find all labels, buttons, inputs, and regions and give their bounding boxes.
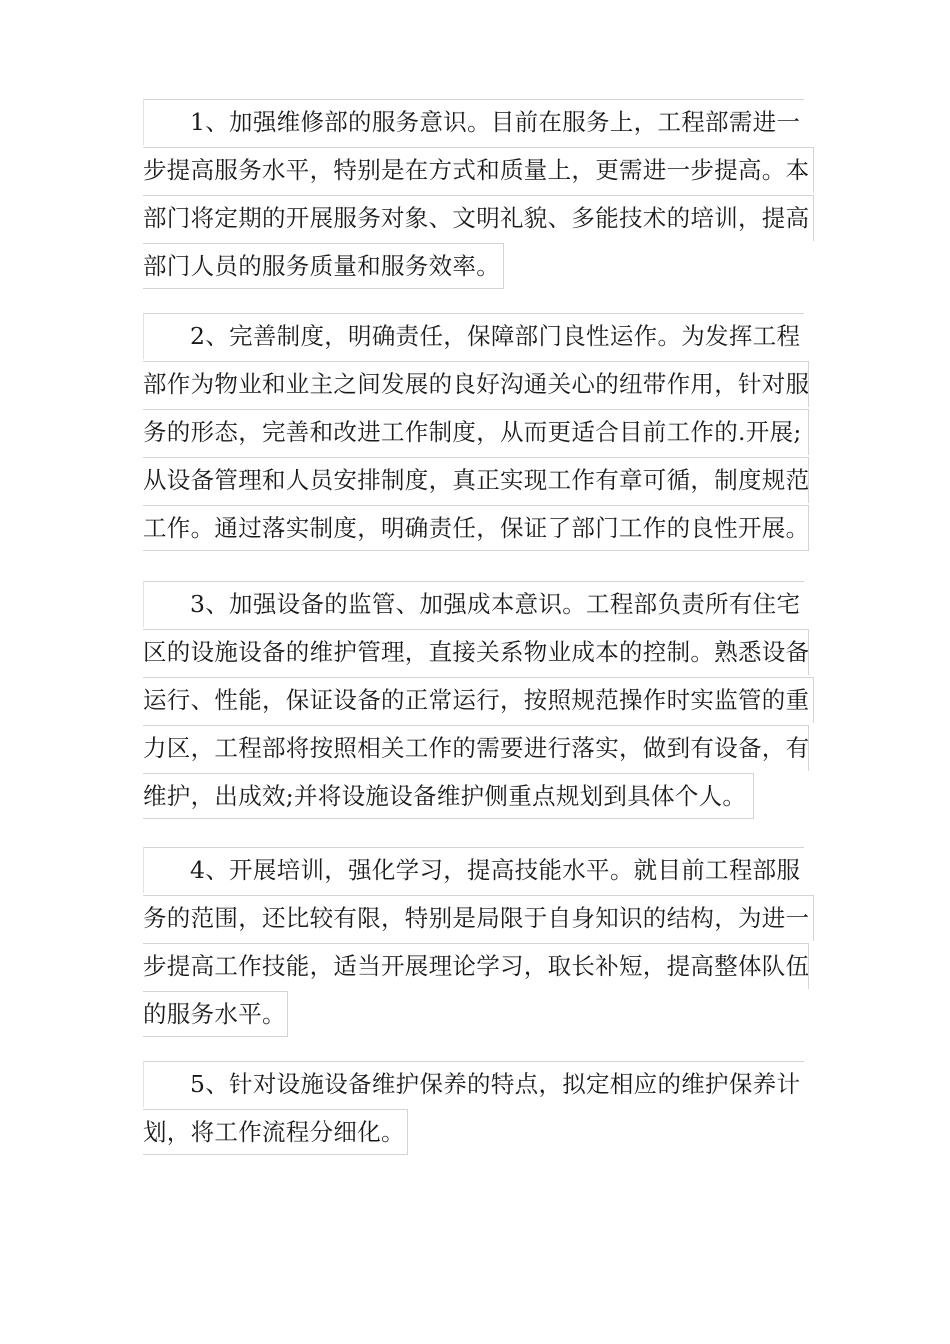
paragraph-line: 步提高服务水平，特别是在方式和质量上，更需进一步提高。本 — [143, 147, 814, 193]
paragraph-line: 部门人员的服务质量和服务效率。 — [143, 243, 504, 289]
paragraph-line: 4、开展培训，强化学习，提高技能水平。就目前工程部服 — [143, 847, 804, 893]
paragraph-line: 部作为物业和业主之间发展的良好沟通关心的纽带作用，针对服 — [143, 361, 809, 407]
paragraph-line: 运行、性能，保证设备的正常运行，按照规范操作时实监管的重 — [143, 677, 814, 723]
paragraph-line: 务的形态，完善和改进工作制度，从而更适合目前工作的.开展; — [143, 409, 809, 455]
paragraph-line: 维护，出成效;并将设施设备维护侧重点规划到具体个人。 — [143, 773, 754, 819]
paragraph-line: 从设备管理和人员安排制度，真正实现工作有章可循，制度规范 — [143, 457, 809, 503]
paragraph-line: 1、加强维修部的服务意识。目前在服务上，工程部需进一 — [143, 99, 804, 145]
paragraph-line: 工作。通过落实制度，明确责任，保证了部门工作的良性开展。 — [143, 505, 809, 551]
paragraph-line: 力区，工程部将按照相关工作的需要进行落实，做到有设备，有 — [143, 725, 809, 771]
paragraph-line: 步提高工作技能，适当开展理论学习，取长补短，提高整体队伍 — [143, 943, 809, 989]
paragraph-line: 的服务水平。 — [143, 991, 288, 1037]
paragraph-line: 部门将定期的开展服务对象、文明礼貌、多能技术的培训，提高 — [143, 195, 814, 241]
paragraph-line: 5、针对设施设备维护保养的特点，拟定相应的维护保养计 — [143, 1061, 804, 1107]
paragraph-line: 2、完善制度，明确责任，保障部门良性运作。为发挥工程 — [143, 313, 804, 359]
paragraph-line: 划，将工作流程分细化。 — [143, 1109, 408, 1155]
paragraph-line: 区的设施设备的维护管理，直接关系物业成本的控制。熟悉设备 — [143, 629, 809, 675]
paragraph-line: 务的范围，还比较有限，特别是局限于自身知识的结构，为进一 — [143, 895, 814, 941]
paragraph-line: 3、加强设备的监管、加强成本意识。工程部负责所有住宅 — [143, 581, 804, 627]
